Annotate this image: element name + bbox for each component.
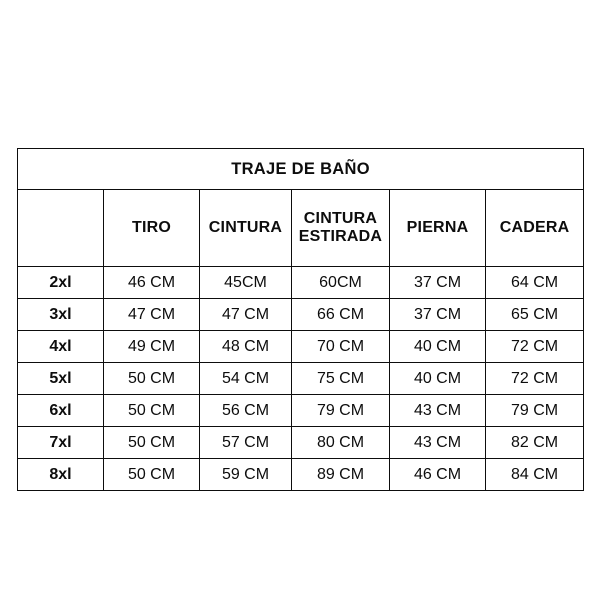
cell-tiro: 49 CM: [104, 331, 200, 363]
cell-cadera: 65 CM: [486, 299, 584, 331]
cell-cadera: 84 CM: [486, 459, 584, 491]
cell-tiro: 50 CM: [104, 363, 200, 395]
table-row: [18, 299, 584, 331]
row-size-label: 3xl: [18, 299, 104, 331]
header-cintura: CINTURA: [200, 190, 292, 267]
cell-tiro: 50 CM: [104, 459, 200, 491]
cell-tiro: 46 CM: [104, 267, 200, 299]
cell-pierna: 37 CM: [390, 299, 486, 331]
row-size-label: 7xl: [18, 427, 104, 459]
cell-tiro: 50 CM: [104, 395, 200, 427]
cell-cintura: 57 CM: [200, 427, 292, 459]
header-pierna: PIERNA: [390, 190, 486, 267]
cell-tiro: 47 CM: [104, 299, 200, 331]
header-size-corner: [18, 190, 104, 267]
cell-pierna: 43 CM: [390, 427, 486, 459]
cell-cintura: 54 CM: [200, 363, 292, 395]
table-body: [18, 267, 584, 491]
table-row: [18, 331, 584, 363]
cell-cadera: 72 CM: [486, 331, 584, 363]
row-size-label: 6xl: [18, 395, 104, 427]
cell-cintura: 59 CM: [200, 459, 292, 491]
table-row: [18, 459, 584, 491]
column-header-row: [18, 190, 584, 267]
header-cintura-estirada: CINTURA ESTIRADA: [292, 190, 390, 267]
cell-cintura-estirada: 79 CM: [292, 395, 390, 427]
row-size-label: 2xl: [18, 267, 104, 299]
cell-cintura-estirada: 66 CM: [292, 299, 390, 331]
cell-pierna: 43 CM: [390, 395, 486, 427]
cell-cintura: 45CM: [200, 267, 292, 299]
row-size-label: 5xl: [18, 363, 104, 395]
size-table-container: [17, 148, 583, 491]
cell-cadera: 82 CM: [486, 427, 584, 459]
size-chart-table: [17, 148, 584, 491]
cell-cintura: 56 CM: [200, 395, 292, 427]
row-size-label: 4xl: [18, 331, 104, 363]
table-row: [18, 267, 584, 299]
header-cadera: CADERA: [486, 190, 584, 267]
cell-cintura-estirada: 70 CM: [292, 331, 390, 363]
cell-cintura: 47 CM: [200, 299, 292, 331]
cell-tiro: 50 CM: [104, 427, 200, 459]
cell-pierna: 40 CM: [390, 363, 486, 395]
cell-cadera: 64 CM: [486, 267, 584, 299]
cell-pierna: 46 CM: [390, 459, 486, 491]
title-row: [18, 149, 584, 190]
table-row: [18, 395, 584, 427]
cell-cadera: 72 CM: [486, 363, 584, 395]
table-row: [18, 427, 584, 459]
cell-cintura-estirada: 80 CM: [292, 427, 390, 459]
cell-pierna: 40 CM: [390, 331, 486, 363]
row-size-label: 8xl: [18, 459, 104, 491]
cell-cintura-estirada: 89 CM: [292, 459, 390, 491]
cell-cintura: 48 CM: [200, 331, 292, 363]
cell-pierna: 37 CM: [390, 267, 486, 299]
table-row: [18, 363, 584, 395]
cell-cadera: 79 CM: [486, 395, 584, 427]
table-title: TRAJE DE BAÑO: [18, 149, 584, 190]
cell-cintura-estirada: 75 CM: [292, 363, 390, 395]
header-tiro: TIRO: [104, 190, 200, 267]
table-header: [18, 149, 584, 267]
cell-cintura-estirada: 60CM: [292, 267, 390, 299]
